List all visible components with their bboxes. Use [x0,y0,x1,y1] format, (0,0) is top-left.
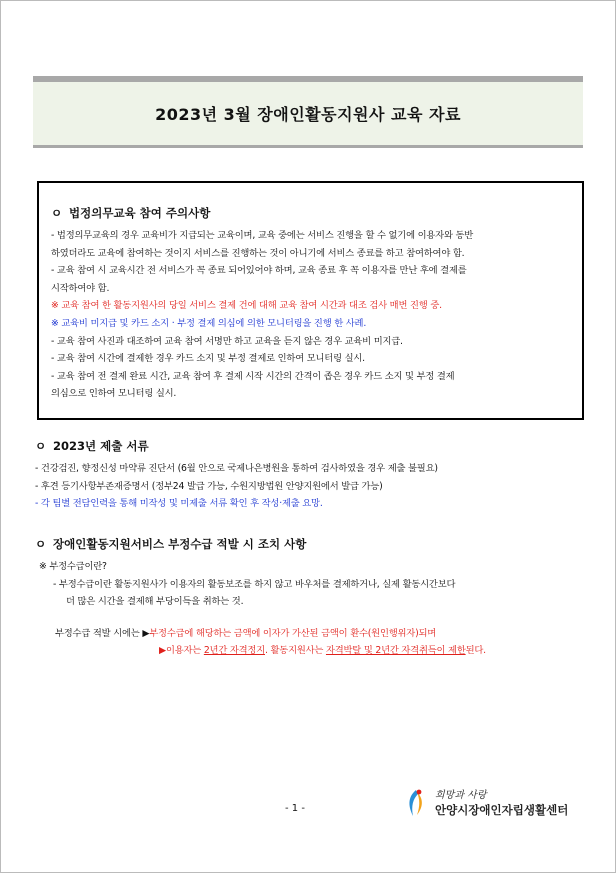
text-line: - 교육 참여 사진과 대조하여 교육 참여 서명만 하고 교육을 듣지 않은 경우 교육비 미지급. [51,335,403,347]
logo-mark-icon [405,788,427,818]
fraud-detect-suspension: 2년간 자격정지 [203,645,265,657]
text-line: 시작하여야 함. [51,282,110,294]
arrow-icon: ▶ [159,645,166,657]
fraud-detect-text-1: 부정수급에 해당하는 금액에 이자가 가산된 금액이 환수(원인행위자)되며 [149,627,437,639]
arrow-icon: ▶ [142,627,150,639]
text-line: ※ 교육비 미지급 및 카드 소지 · 부정 결제 의심에 의한 모니터링을 진행 한 사례. [51,317,367,329]
fraud-heading-text: 장애인활동지원서비스 부정수급 적발 시 조치 사항 [53,537,307,551]
text-line: 의심으로 인하여 모니터링 실시. [51,388,177,400]
section-fraud [35,536,486,660]
text-line: ※ 교육 참여 한 활동지원사의 당일 서비스 결제 건에 대해 교육 참여 시간과 대조 검사 매번 진행 중. [51,300,442,312]
notice-box [37,181,584,420]
fraud-definition-2: 더 많은 시간을 결제해 부당이득을 취하는 것. [66,596,244,608]
logo-slogan: 희망과 사랑 [435,790,487,801]
documents-heading [35,438,438,454]
logo-org-name: 안양시장애인자립생활센터 [435,803,569,817]
fraud-detect-line-1 [35,625,486,643]
fraud-question: ※ 부정수급이란? [39,561,107,572]
fraud-detect-user: 이용자는 [165,645,204,657]
text-line: 하였더라도 교육에 참여하는 것이지 서비스를 진행하는 것이 아니기에 서비스 종료를 하고 참여하여야 함. [51,247,465,259]
documents-heading-text: 2023년 제출 서류 [53,439,149,453]
section-documents [35,438,438,513]
fraud-detect-end: 된다. [465,645,486,657]
text-line: - 건강검진, 향정신성 마약류 진단서 (6월 안으로 국제나은병원을 통하여 검사하였을 경우 제출 불필요) [35,463,438,474]
fraud-definition-1: - 부정수급이란 활동지원사가 이용자의 활동보조를 하지 않고 바우처를 결제하거나, 실제 활동시간보다 [53,578,456,590]
bullet-marker: ㅇ [35,439,47,453]
fraud-detect-revocation: 자격박탈 및 2년간 자격취득이 제한 [325,645,466,657]
documents-lines [35,460,438,513]
notice-heading-text: 법정의무교육 참여 주의사항 [69,206,211,220]
fraud-detect-line-2 [35,642,486,660]
bullet-marker: ㅇ [35,537,47,551]
text-line: - 법정의무교육의 경우 교육비가 지급되는 교육이며, 교육 중에는 서비스 진행을 할 수 없기에 이용자와 동반 [51,230,474,241]
notice-heading [51,205,572,221]
fraud-detect-label: 부정수급 적발 시에는 [55,627,140,639]
bullet-marker: ㅇ [51,206,63,220]
title-band [33,76,583,148]
text-line: - 교육 참여 시 교육시간 전 서비스가 꼭 종료 되어있어야 하며, 교육 종료 후 꼭 이용자를 만난 후에 결제를 [51,265,467,277]
fraud-detect-worker: . 활동지원사는 [265,645,326,657]
fraud-heading [35,536,486,552]
text-line: - 교육 참여 시간에 결제한 경우 카드 소지 및 부정 결제로 인하여 모니터링 실시. [51,353,365,365]
notice-lines [51,227,572,403]
page-title: 2023년 3월 장애인활동지원사 교육 자료 [155,105,461,124]
text-line: - 각 팀별 전담인력을 통해 미작성 및 미제출 서류 확인 후 작성·제출 요망. [35,498,323,510]
page-number: - 1 - [285,803,305,814]
text-line: - 교육 참여 전 결제 완료 시간, 교육 참여 후 결제 시작 시간의 간격이 좁은 경우 카드 소지 및 부정 결제 [51,370,455,382]
center-logo [405,784,575,824]
text-line: - 후견 등기사항부존재증명서 (정부24 발급 가능, 수원지방법원 안양지원에서 발급 가능) [35,480,383,492]
